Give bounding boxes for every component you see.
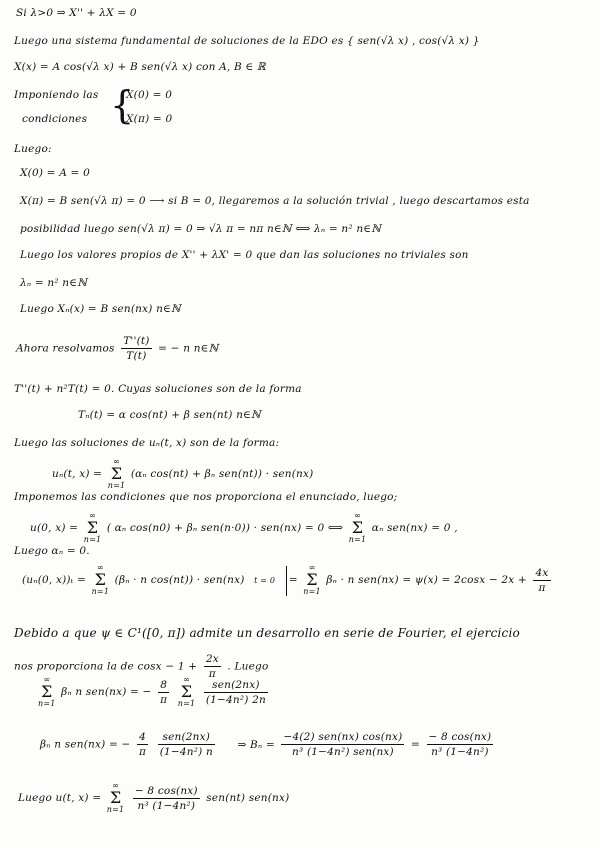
beta-coef-den: π	[139, 746, 147, 758]
line-t-ode: T''(t) + n²T(t) = 0. Cuyas soluciones son de la forma	[14, 383, 302, 395]
beta-term-fraction	[158, 730, 215, 759]
line-impose-conditions: Imponemos las condiciones que nos proporciona el enunciado, luego;	[14, 491, 398, 503]
line-fourier-intro: Debido a que ψ ∈ C¹([0, π]) admite un desarrollo en serie de Fourier, el ejercicio	[14, 626, 520, 640]
line-derivative-condition	[22, 564, 554, 596]
sum-lower: n=1	[83, 535, 102, 544]
sum-upper: ∞	[96, 563, 104, 572]
t-ratio-fraction	[121, 334, 151, 363]
line-solve-t	[16, 334, 218, 363]
u0x-label: u(0, x) =	[30, 522, 79, 534]
term-num: sen(2nx)	[204, 678, 268, 693]
line-imposing-label: Imponiendo las	[14, 89, 99, 101]
sum-upper: ∞	[89, 511, 96, 520]
coef-fraction	[158, 678, 169, 707]
line-eigenfunctions: Luego Xₙ(x) = B sen(nx) n∈ℕ	[20, 303, 181, 315]
sum-upper: ∞	[113, 457, 120, 466]
condition-xpi: X(π) = 0	[126, 113, 173, 125]
line-luego-1: Luego:	[14, 143, 52, 155]
equals-sign: =	[288, 574, 298, 586]
sum-lower: n=1	[91, 587, 110, 596]
sum-upper: ∞	[43, 675, 51, 684]
line-eigenvalues-intro: Luego los valores propios de X'' + λX' = 0 que dan las soluciones no triviales son	[20, 249, 469, 261]
psi-expression: βₙ · n sen(nx) = ψ(x) = 2cosx − 2x +	[326, 574, 527, 586]
beta-final-fraction	[427, 730, 494, 759]
line-conditions-label: condiciones	[22, 113, 88, 125]
line-x0-equals-a: X(0) = A = 0	[20, 167, 90, 179]
ut-label: (uₙ(0, x))ₜ =	[22, 574, 87, 586]
summation-symbol: ∞ Σ n=1	[303, 563, 321, 596]
sum-upper: ∞	[112, 781, 119, 790]
line-beta-solve	[40, 730, 496, 759]
coef-num: 8	[158, 678, 169, 693]
line-alpha-zero: Luego αₙ = 0.	[14, 545, 90, 557]
line-solutions-form-intro: Luego las soluciones de uₙ(t, x) son de la forma:	[14, 437, 280, 449]
beta-result-fraction	[281, 730, 404, 759]
final-frac-den: n³ (1−4n²)	[137, 799, 196, 812]
beta-result-num: −4(2) sen(nx) cos(nx)	[283, 731, 403, 743]
sum-lower: n=1	[106, 805, 125, 814]
sum-lower: n=1	[38, 699, 56, 708]
sum-upper: ∞	[354, 511, 361, 520]
summation-symbol: ∞ Σ n=1	[106, 781, 125, 814]
final-fraction	[133, 784, 200, 813]
line-general-solution: X(x) = A cos(√λ x) + B sen(√λ x) con A, B ∈ ℝ	[14, 61, 266, 73]
u0x-rhs: αₙ sen(nx) = 0 ,	[371, 522, 458, 534]
final-frac-num: − 8 cos(nx)	[134, 784, 198, 797]
line-eigenvalue-condition: posibilidad luego sen(√λ π) = 0 ⇒ √λ π = nπ n∈ℕ ⟺ λₙ = n² n∈ℕ	[20, 223, 382, 235]
beta-term-num: sen(2nx)	[158, 730, 215, 745]
beta-series-lhs: βₙ n sen(nx) = −	[61, 686, 152, 698]
coef-den: π	[160, 693, 168, 706]
beta-result-den: n³ (1−4n²) sen(nx)	[292, 746, 394, 758]
summation-symbol: ∞ Σ n=1	[91, 563, 110, 596]
sum-lower: n=1	[348, 535, 367, 544]
u0x-series: ( αₙ cos(n0) + βₙ sen(n·0)) · sen(nx) = 0 ⟺	[106, 522, 344, 534]
condition-x0: X(0) = 0	[126, 89, 173, 101]
line-case-lambda-positive: Si λ>0 ⇒ X'' + λX = 0	[16, 7, 137, 19]
ut-series: (βₙ · n cos(nt)) · sen(nx)	[114, 574, 245, 586]
line-fourier-series-given	[36, 676, 271, 708]
final-sen-terms: sen(nt) sen(nx)	[206, 792, 290, 804]
line-u0x	[30, 512, 458, 544]
summation-symbol: ∞ Σ n=1	[83, 511, 102, 544]
given-frac-den: π	[208, 668, 216, 680]
summation-symbol: ∞ Σ n=1	[38, 675, 56, 708]
line-fundamental-system: Luego una sistema fundamental de soluciones de la EDO es { sen(√λ x) , cos(√λ x) }	[14, 35, 480, 47]
term-den: (1−4n²) 2n	[205, 693, 266, 706]
beta-coef-fraction	[137, 730, 148, 759]
psi-fraction	[533, 566, 550, 595]
equals-sign: =	[410, 738, 420, 751]
psi-frac-num: 4x	[535, 566, 549, 579]
luego-suffix: . Luego	[227, 660, 269, 673]
given-frac-num: 2x	[205, 653, 219, 665]
sum-lower: n=1	[303, 587, 321, 596]
line-xpi-trivial: X(π) = B sen(√λ π) = 0 ⟶ si B = 0, llegaremos a la solución trivial , luego descartamos esta	[20, 195, 530, 207]
beta-lhs: βₙ n sen(nx) = −	[40, 738, 131, 751]
beta-final-num: − 8 cos(nx)	[428, 731, 492, 743]
psi-frac-den: π	[538, 581, 546, 594]
un-label: uₙ(t, x) =	[52, 468, 103, 480]
t-ratio-numerator: T''(t)	[123, 335, 150, 347]
given-series-label: nos proporciona la de cosx − 1 +	[14, 660, 198, 673]
beta-implies: ⇒ Bₙ =	[237, 738, 275, 751]
t-ratio-denominator: T(t)	[126, 350, 147, 362]
beta-coef-num: 4	[137, 730, 148, 745]
line-un-series	[52, 458, 313, 490]
summation-symbol: ∞ Σ n=1	[348, 511, 367, 544]
solve-t-label: Ahora resolvamos	[16, 342, 115, 355]
sum-lower: n=1	[177, 699, 196, 708]
eval-t0: t = 0	[254, 576, 276, 585]
beta-term-den: (1−4n²) n	[159, 746, 213, 758]
summation-symbol: ∞ Σ n=1	[177, 675, 196, 708]
sum-lower: n=1	[107, 481, 126, 490]
beta-final-den: n³ (1−4n²)	[431, 746, 489, 758]
line-t-solution: Tₙ(t) = α cos(nt) + β sen(nt) n∈ℕ	[78, 409, 261, 421]
evaluation-bar	[286, 566, 287, 596]
summation-symbol: ∞ Σ n=1	[107, 457, 126, 490]
t-ratio-rhs: = − n n∈ℕ	[158, 342, 219, 355]
final-u-label: Luego u(t, x) =	[18, 792, 102, 804]
un-series-body: (αₙ cos(nt) + βₙ sen(nt)) · sen(nx)	[130, 468, 314, 480]
sum-upper: ∞	[308, 563, 316, 572]
line-final-solution	[18, 782, 289, 814]
sum-upper: ∞	[183, 675, 190, 684]
brace-symbol: {	[110, 83, 135, 127]
term-fraction	[204, 678, 268, 707]
line-eigenvalues: λₙ = n² n∈ℕ	[20, 277, 88, 289]
